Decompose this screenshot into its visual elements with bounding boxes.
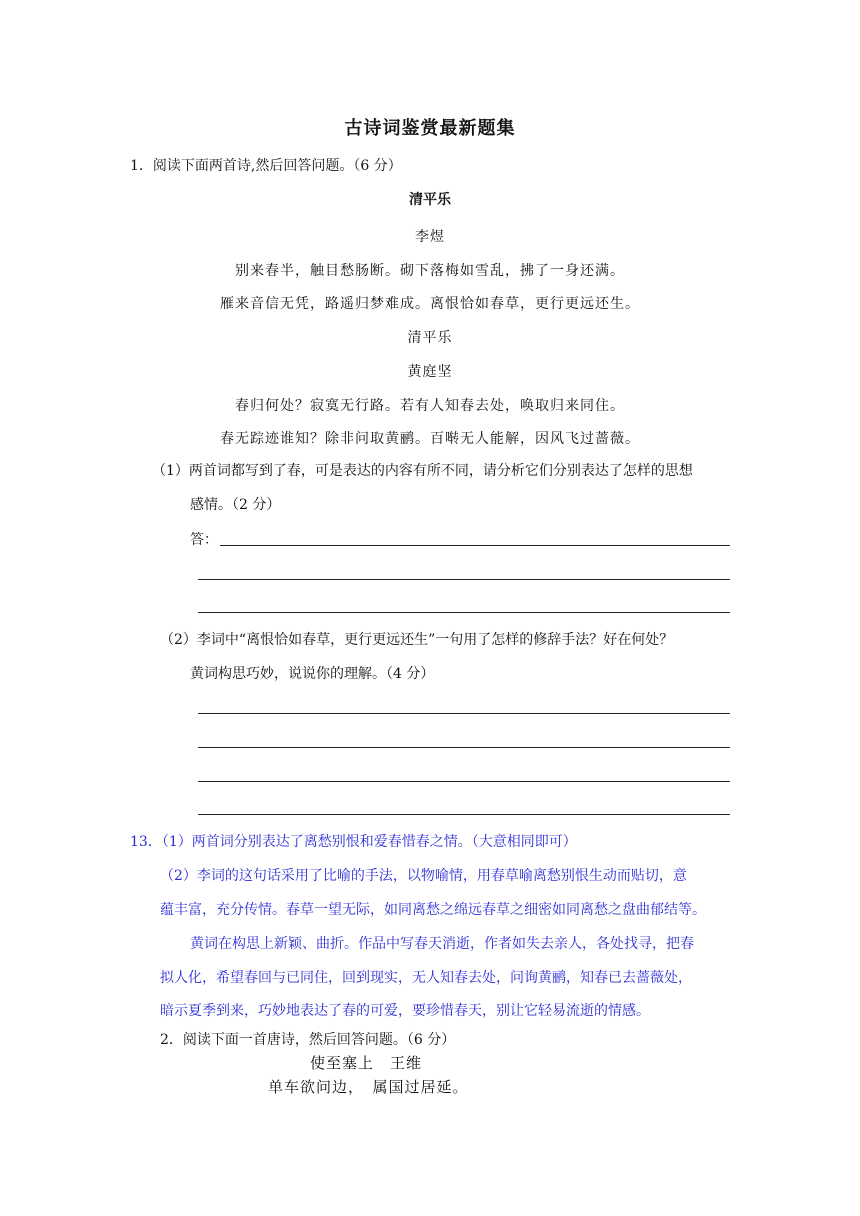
answer-line-5[interactable] [198, 747, 730, 748]
answer-13-line-4: 黄词在构思上新颖、曲折。作品中写春天消逝，作者如失去亲人，各处找寻，把春 [190, 936, 694, 952]
poem1-title: 清平乐 [409, 192, 451, 208]
subquestion-1-line-1: （1）两首词都写到了春，可是表达的内容有所不同，请分析它们分别表达了怎样的思想 [152, 463, 693, 479]
question-1-heading: 1．阅读下面两首诗,然后回答问题。（6 分） [130, 158, 402, 174]
answer-13-line-5: 拟人化，希望春回与已同住，回到现实，无人知春去处，问询黄鹂，知春已去蔷薇处， [160, 970, 692, 986]
answer-13-line-1: 13．（1）两首词分别表达了离愁别恨和爱春惜春之情。（大意相同即可） [130, 834, 577, 850]
answer-13-line-2: （2）李词的这句话采用了比喻的手法，以物喻情，用春草喻离愁别恨生动而贴切，意 [160, 868, 687, 884]
answer-line-4[interactable] [198, 713, 730, 714]
answer-line-3[interactable] [198, 612, 730, 613]
answer-13-line-6: 暗示夏季到来，巧妙地表达了春的可爱，要珍惜春天，别让它轻易流逝的情感。 [160, 1003, 650, 1019]
subquestion-2-line-2: 黄词构思巧妙，说说你的理解。（4 分） [190, 666, 435, 682]
subquestion-1-line-2: 感情。（2 分） [190, 497, 281, 513]
question-2-heading: 2．阅读下面一首唐诗，然后回答问题。（6 分） [160, 1032, 456, 1048]
answer-line-6[interactable] [198, 781, 730, 782]
answer-line-2[interactable] [198, 579, 730, 580]
answer-13-line-3: 蕴丰富，充分传情。春草一望无际，如同离愁之绵远春草之细密如同离愁之盘曲郁结等。 [160, 902, 706, 918]
poem3-line-1: 单车欲问边， 属国过居延。 [268, 1078, 469, 1096]
poem1-line-2: 雁来音信无凭，路遥归梦难成。离恨恰如春草，更行更远还生。 [220, 296, 640, 312]
poem2-line-1: 春归何处？寂寞无行路。若有人知春去处，唤取归来同住。 [235, 398, 625, 414]
answer-line-7[interactable] [198, 814, 730, 815]
page-title: 古诗词鉴赏最新题集 [344, 118, 516, 139]
poem2-title: 清平乐 [407, 330, 453, 346]
poem2-author: 黄庭坚 [407, 364, 453, 380]
answer-line-1[interactable] [220, 545, 730, 546]
answer-label: 答： [190, 532, 218, 548]
poem3-title-author: 使至塞上 王维 [310, 1054, 423, 1072]
poem1-author: 李煜 [415, 229, 445, 245]
poem1-line-1: 别来春半，触目愁肠断。砌下落梅如雪乱，拂了一身还满。 [235, 263, 625, 279]
poem2-line-2: 春无踪迹谁知？除非问取黄鹂。百啭无人能解，因风飞过蔷薇。 [220, 431, 640, 447]
subquestion-2-line-1: （2）李词中“离恨恰如春草，更行更远还生”一句用了怎样的修辞手法？好在何处？ [160, 632, 674, 648]
